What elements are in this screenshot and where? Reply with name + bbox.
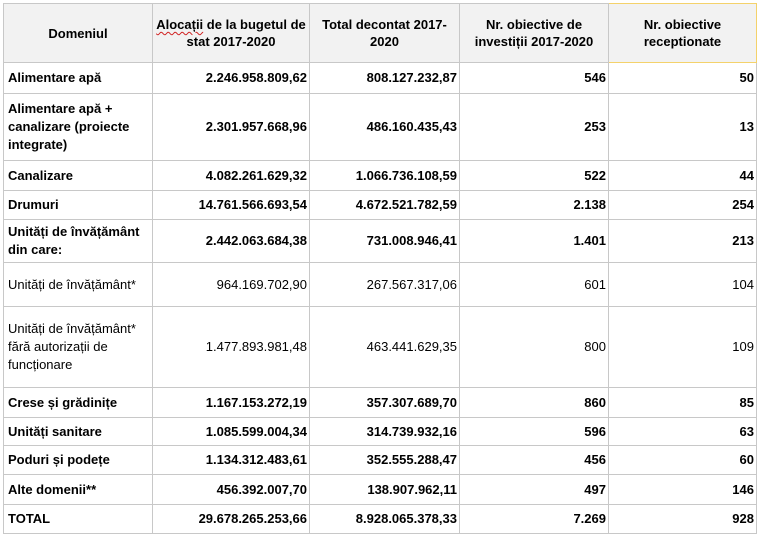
cell-decontat: 267.567.317,06 [310,263,460,307]
cell-obiective: 2.138 [460,191,609,220]
cell-obiective: 860 [460,388,609,418]
header-total-decontat: Total decontat 2017-2020 [310,4,460,63]
cell-obiective: 601 [460,263,609,307]
table-row [4,388,757,418]
cell-alocatii: 29.678.265.253,66 [153,505,310,534]
header-row [4,4,757,63]
cell-decontat: 8.928.065.378,33 [310,505,460,534]
row-label: Crese și grădinițe [4,388,153,418]
cell-obiective: 253 [460,94,609,161]
cell-receptionate: 85 [609,388,757,418]
cell-decontat: 4.672.521.782,59 [310,191,460,220]
table-row [4,191,757,220]
cell-decontat: 357.307.689,70 [310,388,460,418]
cell-alocatii: 1.167.153.272,19 [153,388,310,418]
cell-decontat: 1.066.736.108,59 [310,161,460,191]
cell-receptionate: 254 [609,191,757,220]
row-label: Unități de învățământ din care: [4,220,153,263]
cell-obiective: 7.269 [460,505,609,534]
row-label: Drumuri [4,191,153,220]
cell-alocatii: 1.085.599.004,34 [153,418,310,446]
cell-decontat: 731.008.946,41 [310,220,460,263]
header-domeniul: Domeniul [4,4,153,63]
table-row [4,307,757,388]
cell-obiective: 596 [460,418,609,446]
table-row [4,418,757,446]
table-row [4,475,757,505]
table-row-total [4,505,757,534]
cell-receptionate: 146 [609,475,757,505]
cell-obiective: 497 [460,475,609,505]
cell-receptionate: 928 [609,505,757,534]
row-label: Canalizare [4,161,153,191]
row-label: Alimentare apă [4,63,153,94]
cell-decontat: 486.160.435,43 [310,94,460,161]
row-label: Unități de învățământ* fără autorizații de funcționare [4,307,153,388]
row-label: Alimentare apă + canalizare (proiecte integrate) [4,94,153,161]
row-label: Unități sanitare [4,418,153,446]
cell-alocatii: 1.477.893.981,48 [153,307,310,388]
cell-alocatii: 1.134.312.483,61 [153,446,310,475]
cell-decontat: 138.907.962,11 [310,475,460,505]
cell-receptionate: 109 [609,307,757,388]
cell-alocatii: 14.761.566.693,54 [153,191,310,220]
table-row [4,161,757,191]
cell-alocatii: 2.301.957.668,96 [153,94,310,161]
header-alocatii-rest: de la bugetul de stat 2017-2020 [186,17,306,49]
header-nr-receptionate: Nr. obiective receptionate [609,4,757,63]
cell-alocatii: 2.246.958.809,62 [153,63,310,94]
header-alocatii [153,4,310,63]
cell-obiective: 1.401 [460,220,609,263]
cell-alocatii: 2.442.063.684,38 [153,220,310,263]
cell-receptionate: 213 [609,220,757,263]
cell-receptionate: 63 [609,418,757,446]
cell-obiective: 522 [460,161,609,191]
header-alocatii-word: Alocații [156,17,204,32]
cell-obiective: 800 [460,307,609,388]
row-label: Alte domenii** [4,475,153,505]
cell-decontat: 314.739.932,16 [310,418,460,446]
cell-decontat: 463.441.629,35 [310,307,460,388]
cell-receptionate: 104 [609,263,757,307]
header-nr-obiective: Nr. obiective de investiții 2017-2020 [460,4,609,63]
cell-alocatii: 456.392.007,70 [153,475,310,505]
cell-alocatii: 4.082.261.629,32 [153,161,310,191]
cell-receptionate: 50 [609,63,757,94]
row-label: TOTAL [4,505,153,534]
cell-decontat: 352.555.288,47 [310,446,460,475]
cell-obiective: 456 [460,446,609,475]
cell-decontat: 808.127.232,87 [310,63,460,94]
cell-alocatii: 964.169.702,90 [153,263,310,307]
table-row [4,220,757,263]
cell-receptionate: 13 [609,94,757,161]
cell-obiective: 546 [460,63,609,94]
cell-receptionate: 44 [609,161,757,191]
table-row [4,446,757,475]
table-row [4,63,757,94]
cell-receptionate: 60 [609,446,757,475]
table-row [4,263,757,307]
row-label: Unități de învățământ* [4,263,153,307]
budget-table [3,3,757,534]
row-label: Poduri și podețe [4,446,153,475]
table-row [4,94,757,161]
